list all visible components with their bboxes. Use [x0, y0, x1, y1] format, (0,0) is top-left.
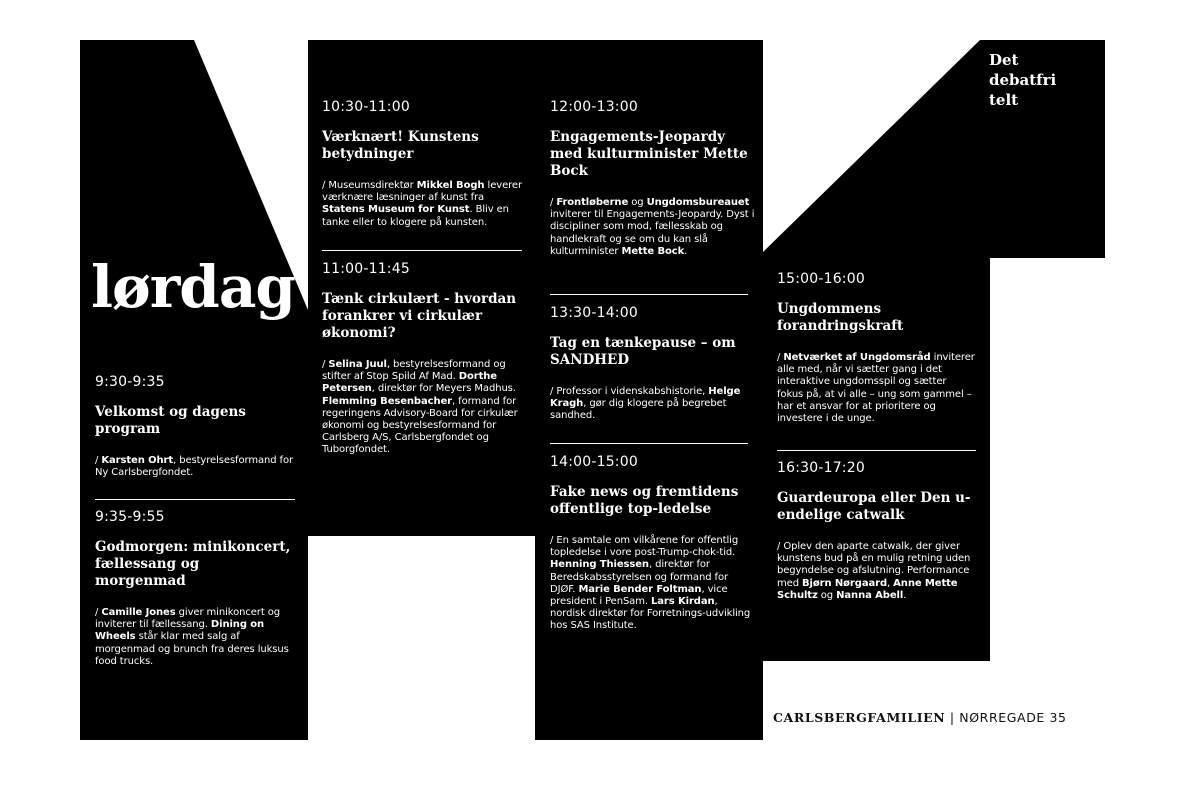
name-highlight: Nanna Abell [836, 589, 904, 601]
event-description [777, 352, 975, 425]
event-description [777, 541, 975, 602]
event-time: 15:00-16:00 [777, 271, 865, 287]
event-8 [777, 271, 975, 425]
name-highlight: Henning Thiessen [550, 559, 649, 571]
description-text: / Museumsdirektør [322, 180, 417, 191]
divider [95, 499, 295, 500]
event-title: Fake news og fremtidens offentlige top-ledelse [550, 484, 739, 517]
event-description [550, 386, 755, 423]
name-highlight: Mette Bock [621, 245, 685, 257]
day-heading: lørdag [91, 253, 295, 321]
description-text: / [95, 607, 102, 618]
name-highlight: Ungdomsbureauet [646, 197, 750, 208]
description-text: . [684, 245, 688, 257]
divider [550, 294, 748, 295]
description-text: / [322, 359, 329, 370]
event-time: 14:00-15:00 [550, 454, 638, 470]
event-title: Tag en tænkepause – om SANDHED [550, 335, 736, 368]
description-text: inviterer alle med, når vi sætter gang i det interaktive ungdomsspil og sætter fokus på, at vi alle – ung som gammel – har et ansvar for at prioritere og investere i de unge. [777, 352, 975, 425]
description-text: / [777, 352, 784, 363]
divider [322, 250, 522, 251]
description-text: inviterer til Engagements-Jeopardy. Dyst i discipliner som mod, fællesskab og handlekraft og se om du kan slå kulturminister [550, 209, 755, 257]
event-2 [95, 509, 293, 668]
name-highlight: Flemming Besenbacher [322, 395, 452, 407]
description-text: / En samtale om vilkårene for offentlig topledelse i vore post-Trump-chok-tid. [550, 535, 739, 559]
divider [777, 450, 976, 451]
name-highlight: Anne Mette Schultz [777, 577, 958, 601]
event-time: 13:30-14:00 [550, 305, 638, 321]
description-text: , bestyrelsesformand og stifter af Stop Spild Af Mad. [322, 359, 506, 383]
name-highlight: Dining on Wheels [95, 619, 265, 643]
description-text: , vice president i PenSam. [550, 583, 728, 608]
event-time: 9:35-9:55 [95, 509, 165, 525]
footer-brand: CARLSBERGFAMILIEN [773, 710, 946, 725]
description-text: leverer værknære læsninger af kunst fra [322, 180, 522, 204]
name-highlight: Karsten Ohrt [101, 455, 174, 466]
description-text: , direktør for Beredskabsstyrelsen og formand for DJØF. [550, 559, 728, 595]
event-description [95, 607, 293, 668]
name-highlight: Lars Kirdan [651, 596, 715, 608]
description-text: / Professor i videnskabshistorie, [550, 386, 709, 397]
event-3 [322, 99, 527, 229]
name-highlight: Dorthe Petersen [322, 371, 497, 395]
event-time: 10:30-11:00 [322, 99, 410, 115]
description-text: / [550, 197, 557, 208]
description-text: og [628, 197, 647, 208]
description-text: , formand for regeringens Advisory-Board for cirkulær økonomi og bestyrelsesformand for Carlsberg A/S, Carlsbergfondet og Tuborgfondet. [322, 395, 518, 456]
name-highlight: Frontløberne [556, 197, 629, 208]
event-1 [95, 374, 293, 479]
description-text: . Bliv en tanke eller to klogere på kunsten. [322, 204, 509, 228]
event-title: Engagements-Jeopardy med kulturminister Mette Bock [550, 129, 748, 179]
name-highlight: Camille Jones [101, 607, 176, 618]
description-text: står klar med salg af morgenmad og brunch fra deres luksus food trucks. [95, 631, 289, 667]
event-time: 12:00-13:00 [550, 99, 638, 115]
description-text: , bestyrelsesformand for Ny Carlsbergfondet. [95, 455, 294, 479]
name-highlight: Helge Kragh [550, 386, 741, 410]
event-description [95, 455, 293, 479]
description-text: / Oplev den aparte catwalk, der giver kunstens bud på en mulig retning uden begyndelse og afslutning. Performance med [777, 541, 971, 589]
name-highlight: Mikkel Bogh [416, 180, 485, 191]
tent-label-text: Det debatfri telt [989, 51, 1057, 109]
event-5 [550, 99, 755, 258]
name-highlight: Netværket af Ungdomsråd [783, 352, 931, 363]
event-description [550, 197, 755, 258]
event-4 [322, 261, 527, 457]
event-title: Guardeuropa eller Den u-endelige catwalk [777, 490, 971, 523]
event-title: Godmorgen: minikoncert, fællessang og morgenmad [95, 539, 291, 589]
name-highlight: Marie Bender Foltman [578, 583, 702, 595]
event-title: Tænk cirkulært - hvordan forankrer vi cirkulær økonomi? [322, 291, 517, 341]
description-text: / [95, 455, 102, 466]
footer-separator: | [949, 710, 955, 725]
event-title: Værknært! Kunstens betydninger [322, 129, 479, 162]
divider [550, 443, 748, 444]
event-7 [550, 454, 755, 633]
description-text: giver minikoncert og inviterer til fællessang. [95, 607, 280, 631]
footer-address: NØRREGADE 35 [959, 710, 1067, 725]
description-text: . [903, 589, 907, 601]
event-title: Ungdommens forandringskraft [777, 301, 904, 334]
description-text: , nordisk direktør for Forretnings-udvikling hos SAS Institute. [550, 596, 751, 632]
event-time: 11:00-11:45 [322, 261, 410, 277]
description-text: , [887, 577, 894, 589]
event-9 [777, 460, 975, 602]
description-text: og [817, 589, 837, 601]
event-description [550, 535, 755, 633]
description-text: , direktør for Meyers Madhus. [371, 383, 516, 395]
event-description [322, 359, 527, 457]
name-highlight: Selina Juul [328, 359, 387, 370]
event-time: 9:30-9:35 [95, 374, 165, 390]
tent-label [989, 50, 1089, 110]
event-description [322, 180, 527, 229]
name-highlight: Bjørn Nørgaard [802, 577, 887, 589]
name-highlight: Statens Museum for Kunst [322, 204, 470, 216]
event-6 [550, 305, 755, 423]
description-text: , gør dig klogere på begrebet sandhed. [550, 398, 727, 422]
footer [773, 710, 1067, 725]
event-time: 16:30-17:20 [777, 460, 865, 476]
event-title: Velkomst og dagens program [95, 404, 246, 437]
